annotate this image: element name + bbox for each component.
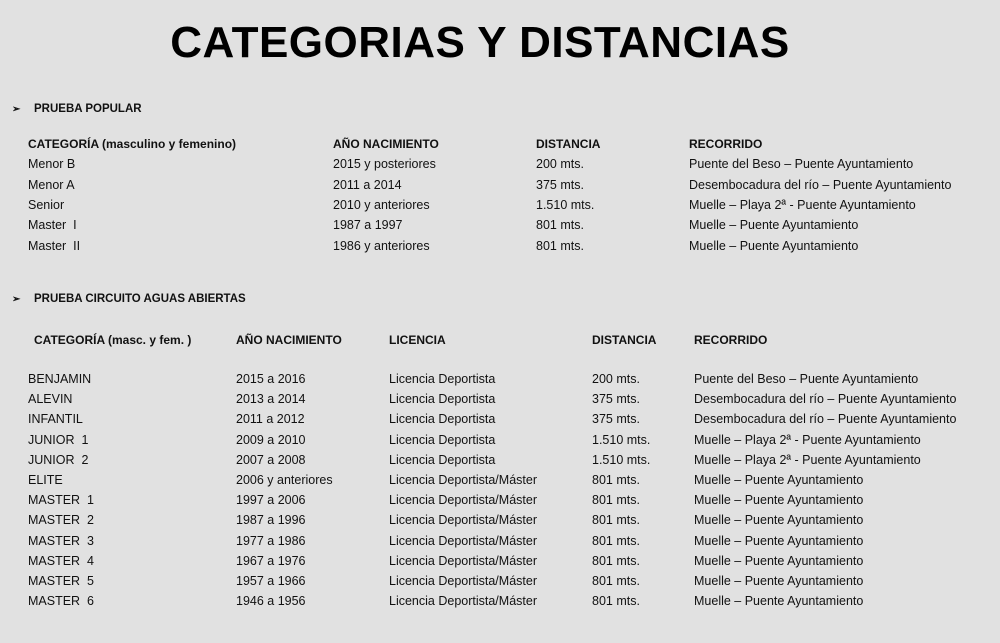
table-cell: 2007 a 2008 xyxy=(236,452,306,467)
table-row xyxy=(28,470,956,490)
table-cell: 1967 a 1976 xyxy=(236,553,306,568)
table-cell: 2011 a 2014 xyxy=(333,177,402,192)
table-cell: ALEVIN xyxy=(28,392,73,407)
arrow-bullet-icon: ➢ xyxy=(12,103,21,115)
table-cell: 801 mts. xyxy=(592,533,640,548)
table-cell: 801 mts. xyxy=(592,594,640,609)
section-heading-circuito xyxy=(12,293,246,305)
table-cell: Muelle – Playa 2ª - Puente Ayuntamiento xyxy=(694,452,921,467)
column-header: AÑO NACIMIENTO xyxy=(333,137,439,152)
table-cell: Muelle – Playa 2ª - Puente Ayuntamiento xyxy=(689,198,916,213)
table-cell: Master II xyxy=(28,238,81,253)
table-row xyxy=(28,369,956,389)
table-cell: INFANTIL xyxy=(28,412,83,427)
section-heading-label: PRUEBA CIRCUITO AGUAS ABIERTAS xyxy=(34,293,246,305)
column-header: AÑO NACIMIENTO xyxy=(236,333,342,347)
table-row xyxy=(28,235,951,255)
table-row xyxy=(28,450,956,470)
table-cell: MASTER 6 xyxy=(28,594,94,609)
table-cell: 801 mts. xyxy=(592,513,640,528)
table-cell: 2006 y anteriores xyxy=(236,473,333,488)
table-cell: 801 mts. xyxy=(592,573,640,588)
table-cell: Senior xyxy=(28,198,65,213)
column-header: DISTANCIA xyxy=(592,333,657,347)
table-cell: 1987 a 1997 xyxy=(333,218,403,233)
column-header: DISTANCIA xyxy=(536,137,601,152)
table-cell: 2015 a 2016 xyxy=(236,372,306,387)
table-cell: Menor A xyxy=(28,177,75,192)
table-cell: 801 mts. xyxy=(592,553,640,568)
table-row xyxy=(28,551,956,571)
table-row xyxy=(28,154,951,174)
table-row xyxy=(28,389,956,409)
table-cell: 2009 a 2010 xyxy=(236,432,306,447)
table-cell: 2010 y anteriores xyxy=(333,198,430,213)
table-cell: JUNIOR 1 xyxy=(28,432,89,447)
table-row xyxy=(28,531,956,551)
column-header: RECORRIDO xyxy=(694,333,768,347)
table-cell: Licencia Deportista/Máster xyxy=(389,513,537,528)
table-cell: Licencia Deportista xyxy=(389,432,496,447)
table-cell: 1946 a 1956 xyxy=(236,594,306,609)
table-cell: 2013 a 2014 xyxy=(236,392,306,407)
table-cell: Licencia Deportista/Máster xyxy=(389,553,537,568)
column-header: CATEGORÍA (masc. y fem. ) xyxy=(34,333,192,347)
table-cell: Licencia Deportista xyxy=(389,412,496,427)
table-cell: Licencia Deportista xyxy=(389,452,496,467)
table-cell: 1987 a 1996 xyxy=(236,513,306,528)
table-cell: 1997 a 2006 xyxy=(236,493,306,508)
table-cell: JUNIOR 2 xyxy=(28,452,89,467)
table-cell: 2015 y posteriores xyxy=(333,157,436,172)
column-header: CATEGORÍA (masculino y femenino) xyxy=(28,137,237,152)
table-cell: MASTER 2 xyxy=(28,513,94,528)
table-row xyxy=(28,215,951,235)
table-cell: Desembocadura del río – Puente Ayuntamiento xyxy=(689,177,952,192)
table-cell: Desembocadura del río – Puente Ayuntamiento xyxy=(694,412,957,427)
table-cell: Muelle – Puente Ayuntamiento xyxy=(694,473,864,488)
table-row xyxy=(28,195,951,215)
table-cell: Muelle – Puente Ayuntamiento xyxy=(694,513,864,528)
table-cell: MASTER 5 xyxy=(28,573,94,588)
table-cell: 2011 a 2012 xyxy=(236,412,305,427)
table-cell: Licencia Deportista/Máster xyxy=(389,594,537,609)
table-cell: 1.510 mts. xyxy=(592,432,651,447)
section-heading-label: PRUEBA POPULAR xyxy=(34,103,142,115)
table-cell: Desembocadura del río – Puente Ayuntamiento xyxy=(694,392,957,407)
table-cell: Muelle – Puente Ayuntamiento xyxy=(694,573,864,588)
column-header: RECORRIDO xyxy=(689,137,763,152)
table-cell: MASTER 1 xyxy=(28,493,94,508)
spacer-row xyxy=(28,351,956,369)
table-cell: 801 mts. xyxy=(536,218,584,233)
table-cell: Muelle – Puente Ayuntamiento xyxy=(694,594,864,609)
table-header-row xyxy=(28,329,956,351)
table-cell: Licencia Deportista/Máster xyxy=(389,473,537,488)
table-cell: Licencia Deportista/Máster xyxy=(389,493,537,508)
table-cell: Licencia Deportista xyxy=(389,372,496,387)
column-header: LICENCIA xyxy=(389,333,446,347)
table-cell: 375 mts. xyxy=(592,392,640,407)
table-cell: 200 mts. xyxy=(592,372,640,387)
table-cell: Menor B xyxy=(28,157,76,172)
table-cell: 1.510 mts. xyxy=(592,452,651,467)
table-row xyxy=(28,490,956,510)
table-cell: 1977 a 1986 xyxy=(236,533,306,548)
table-row xyxy=(28,430,956,450)
table-cell: Puente del Beso – Puente Ayuntamiento xyxy=(694,372,919,387)
table-cell: 1957 a 1966 xyxy=(236,573,306,588)
table-cell: Muelle – Puente Ayuntamiento xyxy=(689,238,859,253)
table-cell: 801 mts. xyxy=(536,238,584,253)
arrow-bullet-icon: ➢ xyxy=(12,293,21,305)
table-cell: 801 mts. xyxy=(592,493,640,508)
table-row xyxy=(28,409,956,429)
table-cell: Puente del Beso – Puente Ayuntamiento xyxy=(689,157,914,172)
table-cell: ELITE xyxy=(28,473,63,488)
table-cell: 1986 y anteriores xyxy=(333,238,430,253)
table-cell: Licencia Deportista/Máster xyxy=(389,533,537,548)
section-heading-popular xyxy=(12,103,142,115)
table-cell: 1.510 mts. xyxy=(536,198,595,213)
table-row xyxy=(28,510,956,530)
table-cell: Master I xyxy=(28,218,77,233)
page-title: CATEGORIAS Y DISTANCIAS xyxy=(170,18,790,67)
table-cell: 200 mts. xyxy=(536,157,584,172)
table-row xyxy=(28,591,956,611)
table-cell: Licencia Deportista/Máster xyxy=(389,573,537,588)
table-row xyxy=(28,571,956,591)
table-cell: MASTER 3 xyxy=(28,533,94,548)
table-cell: Muelle – Puente Ayuntamiento xyxy=(694,533,864,548)
table-cell: 375 mts. xyxy=(592,412,640,427)
table-header-row xyxy=(28,134,951,154)
table-cell: 375 mts. xyxy=(536,177,584,192)
table-row xyxy=(28,175,951,195)
table-cell: Muelle – Puente Ayuntamiento xyxy=(694,493,864,508)
circuito-table xyxy=(28,329,956,611)
table-cell: Muelle – Puente Ayuntamiento xyxy=(689,218,859,233)
table-cell: BENJAMIN xyxy=(28,372,92,387)
popular-table xyxy=(28,134,951,256)
table-cell: 801 mts. xyxy=(592,473,640,488)
table-cell: MASTER 4 xyxy=(28,553,94,568)
table-cell: Muelle – Puente Ayuntamiento xyxy=(694,553,864,568)
table-cell: Muelle – Playa 2ª - Puente Ayuntamiento xyxy=(694,432,921,447)
table-cell: Licencia Deportista xyxy=(389,392,496,407)
